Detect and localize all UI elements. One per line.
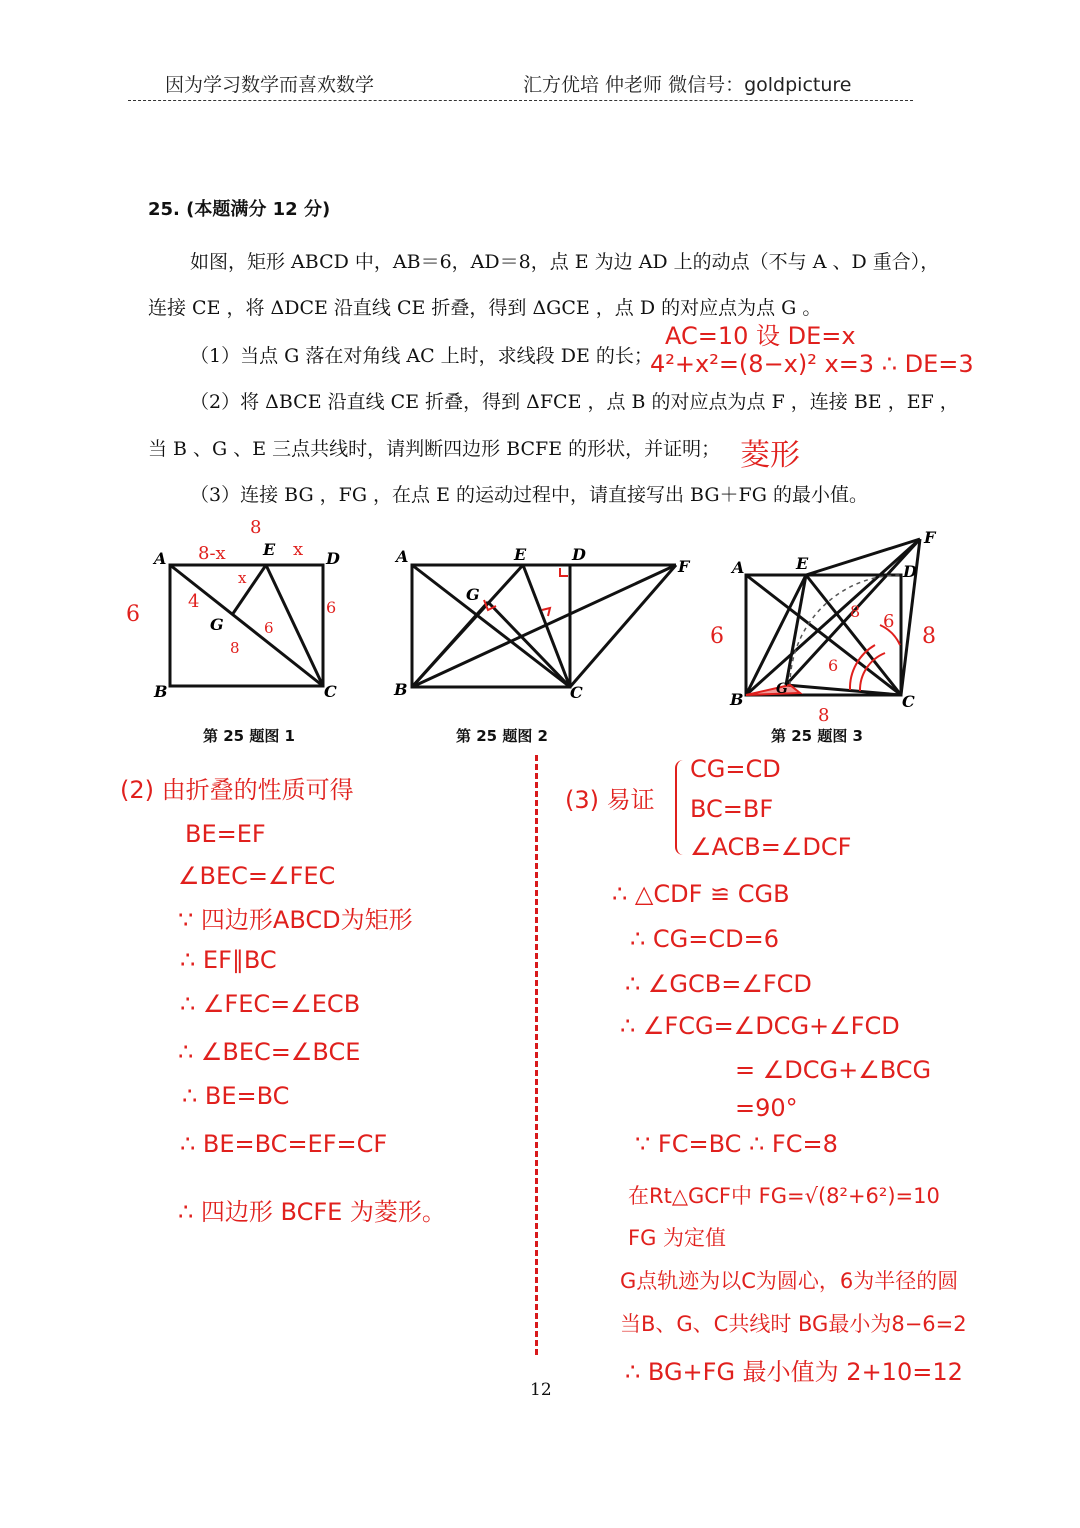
left-proof-line-7: ∴ ∠BEC=∠BCE <box>178 1038 361 1066</box>
left-proof-line-2: BE=EF <box>185 820 266 848</box>
left-proof-line-8: ∴ BE=BC <box>182 1082 290 1110</box>
fig3-mark-inner-8: 8 <box>850 602 861 621</box>
handwritten-divider <box>535 755 538 1355</box>
right-proof-line-5: = ∠DCG+∠BCG <box>735 1056 932 1084</box>
right-brace-line-2: BC=BF <box>690 795 774 823</box>
right-proof-line-4: ∴ ∠FCG=∠DCG+∠FCD <box>620 1012 900 1040</box>
right-proof-line-3: ∴ ∠GCB=∠FCD <box>625 970 812 998</box>
fig1-label-d: D <box>326 549 340 568</box>
left-proof-line-5: ∴ EF∥BC <box>180 946 277 974</box>
left-proof-line-10: ∴ 四边形 BCFE 为菱形。 <box>178 1198 446 1226</box>
right-proof-line-1: ∴ △CDF ≌ CGB <box>612 880 790 908</box>
fig1-mark-x-inner: x <box>238 569 247 587</box>
problem-part-2a: （2）将 ΔBCE 沿直线 CE 折叠，得到 ΔFCE ，点 B 的对应点为点 F ，连接 BE ，EF ， <box>190 391 959 413</box>
fig1-mark-6-inner: 6 <box>264 619 274 637</box>
fig3-label-e: E <box>796 554 809 573</box>
fig1-mark-angle: 8 <box>230 639 240 657</box>
page-number: 12 <box>530 1380 552 1400</box>
figure-1-caption: 第 25 题图 1 <box>203 727 295 745</box>
right-proof-line-7: ∵ FC=BC ∴ FC=8 <box>635 1130 838 1158</box>
fig3-label-a: A <box>732 558 745 577</box>
right-proof-brace <box>675 760 687 855</box>
figure-1 <box>118 515 353 715</box>
header-divider <box>128 100 913 101</box>
fig2-label-b: B <box>394 680 408 699</box>
right-proof-line-10: G点轨迹为以C为圆心，6为半径的圆 <box>620 1269 959 1293</box>
right-proof-line-2: ∴ CG=CD=6 <box>630 925 779 953</box>
fig2-label-g: G <box>466 585 480 604</box>
problem-part-3: （3）连接 BG ，FG ，在点 E 的运动过程中，请直接写出 BG＋FG 的最小值。 <box>190 484 868 506</box>
right-proof-line-6: =90° <box>735 1094 798 1122</box>
fig3-label-b: B <box>730 690 744 709</box>
fig2-label-c: C <box>570 683 583 702</box>
fig2-label-e: E <box>514 545 527 564</box>
fig1-mark-8x: 8-x <box>198 543 226 564</box>
fig3-label-d: D <box>903 562 917 581</box>
problem-part-2b: 当 B 、G 、E 三点共线时，请判断四边形 BCFE 的形状，并证明； <box>148 438 721 460</box>
fig1-mark-4: 4 <box>188 591 200 612</box>
answer2-inline: 菱形 <box>740 438 800 473</box>
fig3-label-f: F <box>924 528 936 547</box>
fig3-mark-bottom-8: 8 <box>818 705 830 725</box>
fig1-mark-left-6: 6 <box>126 602 140 627</box>
left-proof-line-9: ∴ BE=BC=EF=CF <box>180 1130 388 1158</box>
left-proof-line-3: ∠BEC=∠FEC <box>178 862 336 890</box>
right-proof-line-8: 在Rt△GCF中 FG=√(8²+6²)=10 <box>628 1184 940 1208</box>
fig1-label-a: A <box>154 549 167 568</box>
right-proof-line-12: ∴ BG+FG 最小值为 2+10=12 <box>625 1358 963 1386</box>
header-left: 因为学习数学而喜欢数学 <box>165 74 375 96</box>
figure-2 <box>388 540 698 705</box>
fig1-label-g: G <box>210 615 224 634</box>
figure-3 <box>700 525 960 725</box>
answer1-line2: 4²+x²=(8−x)² x=3 ∴ DE=3 <box>650 350 974 378</box>
problem-stem-1: 如图，矩形 ABCD 中，AB＝6，AD＝8，点 E 为边 AD 上的动点（不与 A 、D 重合）， <box>190 251 940 273</box>
right-proof-line-9: FG 为定值 <box>628 1226 727 1250</box>
fig1-label-c: C <box>324 682 337 701</box>
figure-3-caption: 第 25 题图 3 <box>771 727 863 745</box>
fig2-label-f: F <box>678 557 690 576</box>
fig2-label-d: D <box>572 545 586 564</box>
problem-part-1: （1）当点 G 落在对角线 AC 上时，求线段 DE 的长； <box>190 345 653 367</box>
problem-title: 25. (本题满分 12 分) <box>148 199 331 220</box>
fig3-label-c: C <box>902 692 915 711</box>
left-proof-line-6: ∴ ∠FEC=∠ECB <box>180 990 361 1018</box>
fig2-label-a: A <box>396 547 409 566</box>
right-brace-line-1: CG=CD <box>690 755 781 783</box>
fig3-mark-right-8: 8 <box>922 624 936 649</box>
fig1-mark-x-top: x <box>293 539 304 560</box>
fig3-mark-inner-6a: 6 <box>883 611 895 632</box>
problem-stem-2: 连接 CE ，将 ΔDCE 沿直线 CE 折叠，得到 ΔGCE ，点 D 的对应点为点 G 。 <box>148 297 822 319</box>
fig3-mark-left-6: 6 <box>710 624 724 649</box>
header-right: 汇方优培 仲老师 微信号：goldpicture <box>523 74 852 96</box>
fig1-label-e: E <box>263 540 276 559</box>
fig3-mark-inner-6b: 6 <box>828 656 839 675</box>
figure-2-caption: 第 25 题图 2 <box>456 727 548 745</box>
fig3-label-g: G <box>776 681 788 697</box>
right-brace-line-3: ∠ACB=∠DCF <box>690 833 852 861</box>
fig1-mark-top-8: 8 <box>250 517 262 538</box>
fig1-label-b: B <box>154 682 168 701</box>
right-proof-line-11: 当B、G、C共线时 BG最小为8−6=2 <box>620 1312 967 1336</box>
right-proof-head: (3) 易证 <box>565 786 655 814</box>
left-proof-line-4: ∵ 四边形ABCD为矩形 <box>178 906 413 934</box>
answer1-line1: AC=10 设 DE=x <box>665 322 856 350</box>
fig1-mark-right-6: 6 <box>326 598 337 617</box>
left-proof-line-1: (2) 由折叠的性质可得 <box>120 776 354 804</box>
